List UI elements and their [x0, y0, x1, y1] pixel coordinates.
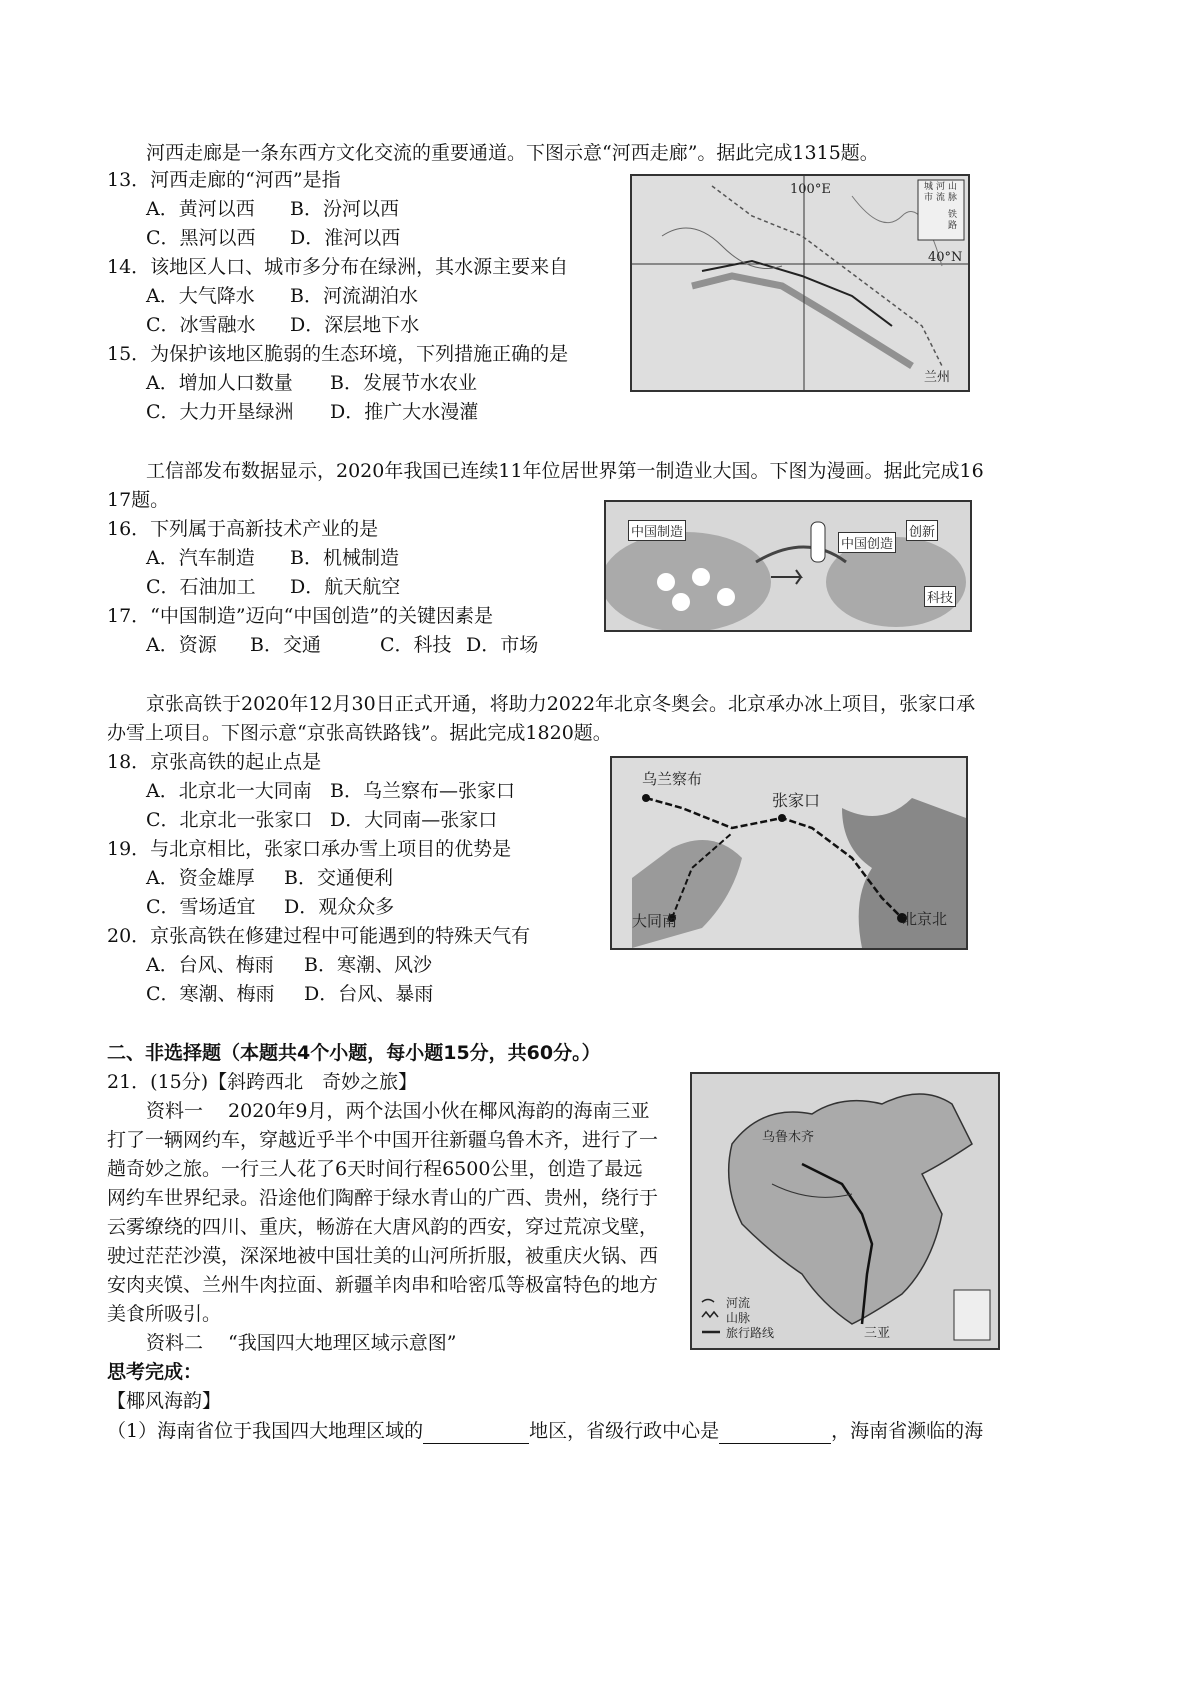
section-heading-nonchoice: 二、非选择题（本题共4个小题，每小题15分，共60分。）: [107, 1042, 601, 1064]
jingzhang-railway-map: [610, 756, 968, 950]
q18-stem: 18．京张高铁的起止点是: [107, 751, 322, 773]
q17-option-a[interactable]: A．资源: [146, 634, 217, 656]
q17-option-d[interactable]: D．市场: [466, 634, 539, 656]
q13-option-d[interactable]: D．淮河以西: [290, 227, 401, 249]
q17-stem: 17．“中国制造”迈向“中国创造”的关键因素是: [107, 605, 494, 627]
map-legend-route: 旅行路线: [726, 1326, 775, 1340]
q20-option-d[interactable]: D．台风、暴雨: [304, 983, 434, 1005]
map-label-sanya: 三亚: [864, 1326, 891, 1341]
q17-option-b[interactable]: B．交通: [250, 634, 321, 656]
comic-label-innovate: 创新: [906, 520, 938, 541]
q18-option-b[interactable]: B．乌兰察布—张家口: [330, 780, 515, 802]
manufacturing-comic: [604, 500, 972, 632]
q17-option-c[interactable]: C．科技: [380, 634, 452, 656]
q16-stem: 16．下列属于高新技术产业的是: [107, 518, 379, 540]
map-legend-city: 城市: [924, 182, 934, 203]
q21-part1-text-b: 地区，省级行政中心是: [529, 1420, 720, 1442]
q21-title: 21．(15分)【斜跨西北 奇妙之旅】: [107, 1071, 418, 1093]
material1-line-1: 资料一 2020年9月，两个法国小伙在椰风海韵的海南三亚: [146, 1100, 650, 1122]
q19-option-d[interactable]: D．观众众多: [284, 896, 395, 918]
q15-stem: 15．为保护该地区脆弱的生态环境，下列措施正确的是: [107, 343, 569, 365]
material1-line-6: 驶过茫茫沙漠，深深地被中国壮美的山河所折服，被重庆火锅、西: [107, 1245, 659, 1267]
intro-manufacturing-1: 工信部发布数据显示，2020年我国已连续11年位居世界第一制造业大国。下图为漫画。据此完成16: [146, 460, 984, 482]
map-city-lanzhou: 兰州: [924, 370, 951, 385]
q18-option-c[interactable]: C．北京北一张家口: [146, 809, 313, 831]
think-label: 思考完成：: [107, 1361, 203, 1383]
map-legend-mountain: 山脉: [726, 1311, 751, 1325]
q20-option-c[interactable]: C．寒潮、梅雨: [146, 983, 275, 1005]
map-label-ulanqab: 乌兰察布: [642, 770, 703, 788]
map-label-datong-south: 大同南: [632, 912, 678, 930]
comic-label-made: 中国制造: [628, 520, 686, 541]
q21-part1-text-c: ，海南省濒临的海: [831, 1420, 984, 1442]
map-lon-label: 100°E: [790, 182, 831, 197]
answer-blank-capital[interactable]: [719, 1417, 831, 1444]
q19-option-b[interactable]: B．交通便利: [284, 867, 393, 889]
comic-label-tech: 科技: [924, 586, 956, 607]
q15-option-d[interactable]: D．推广大水漫灌: [330, 401, 479, 423]
q14-option-d[interactable]: D．深层地下水: [290, 314, 420, 336]
q14-option-b[interactable]: B．河流湖泊水: [290, 285, 418, 307]
q14-option-c[interactable]: C．冰雪融水: [146, 314, 256, 336]
q21-part1: [107, 1417, 983, 1444]
q13-option-a[interactable]: A．黄河以西: [146, 198, 255, 220]
q16-option-b[interactable]: B．机械制造: [290, 547, 399, 569]
intro-hexi: 河西走廊是一条东西方文化交流的重要通道。下图示意“河西走廊”。据此完成1315题。: [146, 142, 879, 164]
hexi-corridor-map: [630, 174, 970, 392]
map-legend-railway: 铁路: [948, 210, 958, 231]
q13-stem: 13．河西走廊的“河西”是指: [107, 169, 341, 191]
q19-option-a[interactable]: A．资金雄厚: [146, 867, 255, 889]
intro-jingzhang-2: 办雪上项目。下图示意“京张高铁路钱”。据此完成1820题。: [107, 722, 612, 744]
q18-option-a[interactable]: A．北京北一大同南: [146, 780, 312, 802]
q15-option-a[interactable]: A．增加人口数量: [146, 372, 293, 394]
map-label-zhangjiakou: 张家口: [772, 791, 821, 810]
material1-line-7: 安肉夹馍、兰州牛肉拉面、新疆羊肉串和哈密瓜等极富特色的地方: [107, 1274, 659, 1296]
subsection-coconut: 【椰风海韵】: [107, 1390, 222, 1412]
q15-option-c[interactable]: C．大力开垦绿洲: [146, 401, 294, 423]
q21-part1-text-a: （1）海南省位于我国四大地理区域的: [107, 1420, 424, 1442]
map-label-urumqi: 乌鲁木齐: [762, 1130, 815, 1145]
comic-label-created: 中国创造: [838, 532, 896, 553]
map-label-beijing-north: 北京北: [902, 910, 948, 928]
material1-line-2: 打了一辆网约车，穿越近乎半个中国开往新疆乌鲁木齐，进行了一: [107, 1129, 659, 1151]
q16-option-a[interactable]: A．汽车制造: [146, 547, 255, 569]
q20-stem: 20．京张高铁在修建过程中可能遇到的特殊天气有: [107, 925, 531, 947]
material1-line-5: 云雾缭绕的四川、重庆，畅游在大唐风韵的西安，穿过荒凉戈壁，: [107, 1216, 659, 1238]
material1-line-8: 美食所吸引。: [107, 1303, 222, 1325]
map-lat-label: 40°N: [928, 250, 963, 265]
material2-caption: 资料二 “我国四大地理区域示意图”: [146, 1332, 457, 1354]
material1-line-3: 趟奇妙之旅。一行三人花了6天时间行程6500公里，创造了最远: [107, 1158, 643, 1180]
q19-option-c[interactable]: C．雪场适宜: [146, 896, 256, 918]
map-legend-mountain: 山脉: [948, 182, 958, 203]
q16-option-c[interactable]: C．石油加工: [146, 576, 256, 598]
q19-stem: 19．与北京相比，张家口承办雪上项目的优势是: [107, 838, 512, 860]
material1-line-4: 网约车世界纪录。沿途他们陶醉于绿水青山的广西、贵州，绕行于: [107, 1187, 659, 1209]
q20-option-b[interactable]: B．寒潮、风沙: [304, 954, 432, 976]
intro-jingzhang-1: 京张高铁于2020年12月30日正式开通，将助力2022年北京冬奥会。北京承办冰上项目，张家口承: [146, 693, 976, 715]
q20-option-a[interactable]: A．台风、梅雨: [146, 954, 274, 976]
map-legend-river: 河流: [936, 182, 946, 203]
q13-option-b[interactable]: B．汾河以西: [290, 198, 399, 220]
q13-option-c[interactable]: C．黑河以西: [146, 227, 256, 249]
answer-blank-region[interactable]: [423, 1417, 529, 1444]
china-regions-map: [690, 1072, 1000, 1350]
intro-manufacturing-2: 17题。: [107, 489, 170, 511]
q15-option-b[interactable]: B．发展节水农业: [330, 372, 477, 394]
map-legend-river: 河流: [726, 1296, 751, 1310]
q18-option-d[interactable]: D．大同南—张家口: [330, 809, 498, 831]
q16-option-d[interactable]: D．航天航空: [290, 576, 401, 598]
q14-option-a[interactable]: A．大气降水: [146, 285, 255, 307]
q14-stem: 14．该地区人口、城市多分布在绿洲，其水源主要来自: [107, 256, 569, 278]
